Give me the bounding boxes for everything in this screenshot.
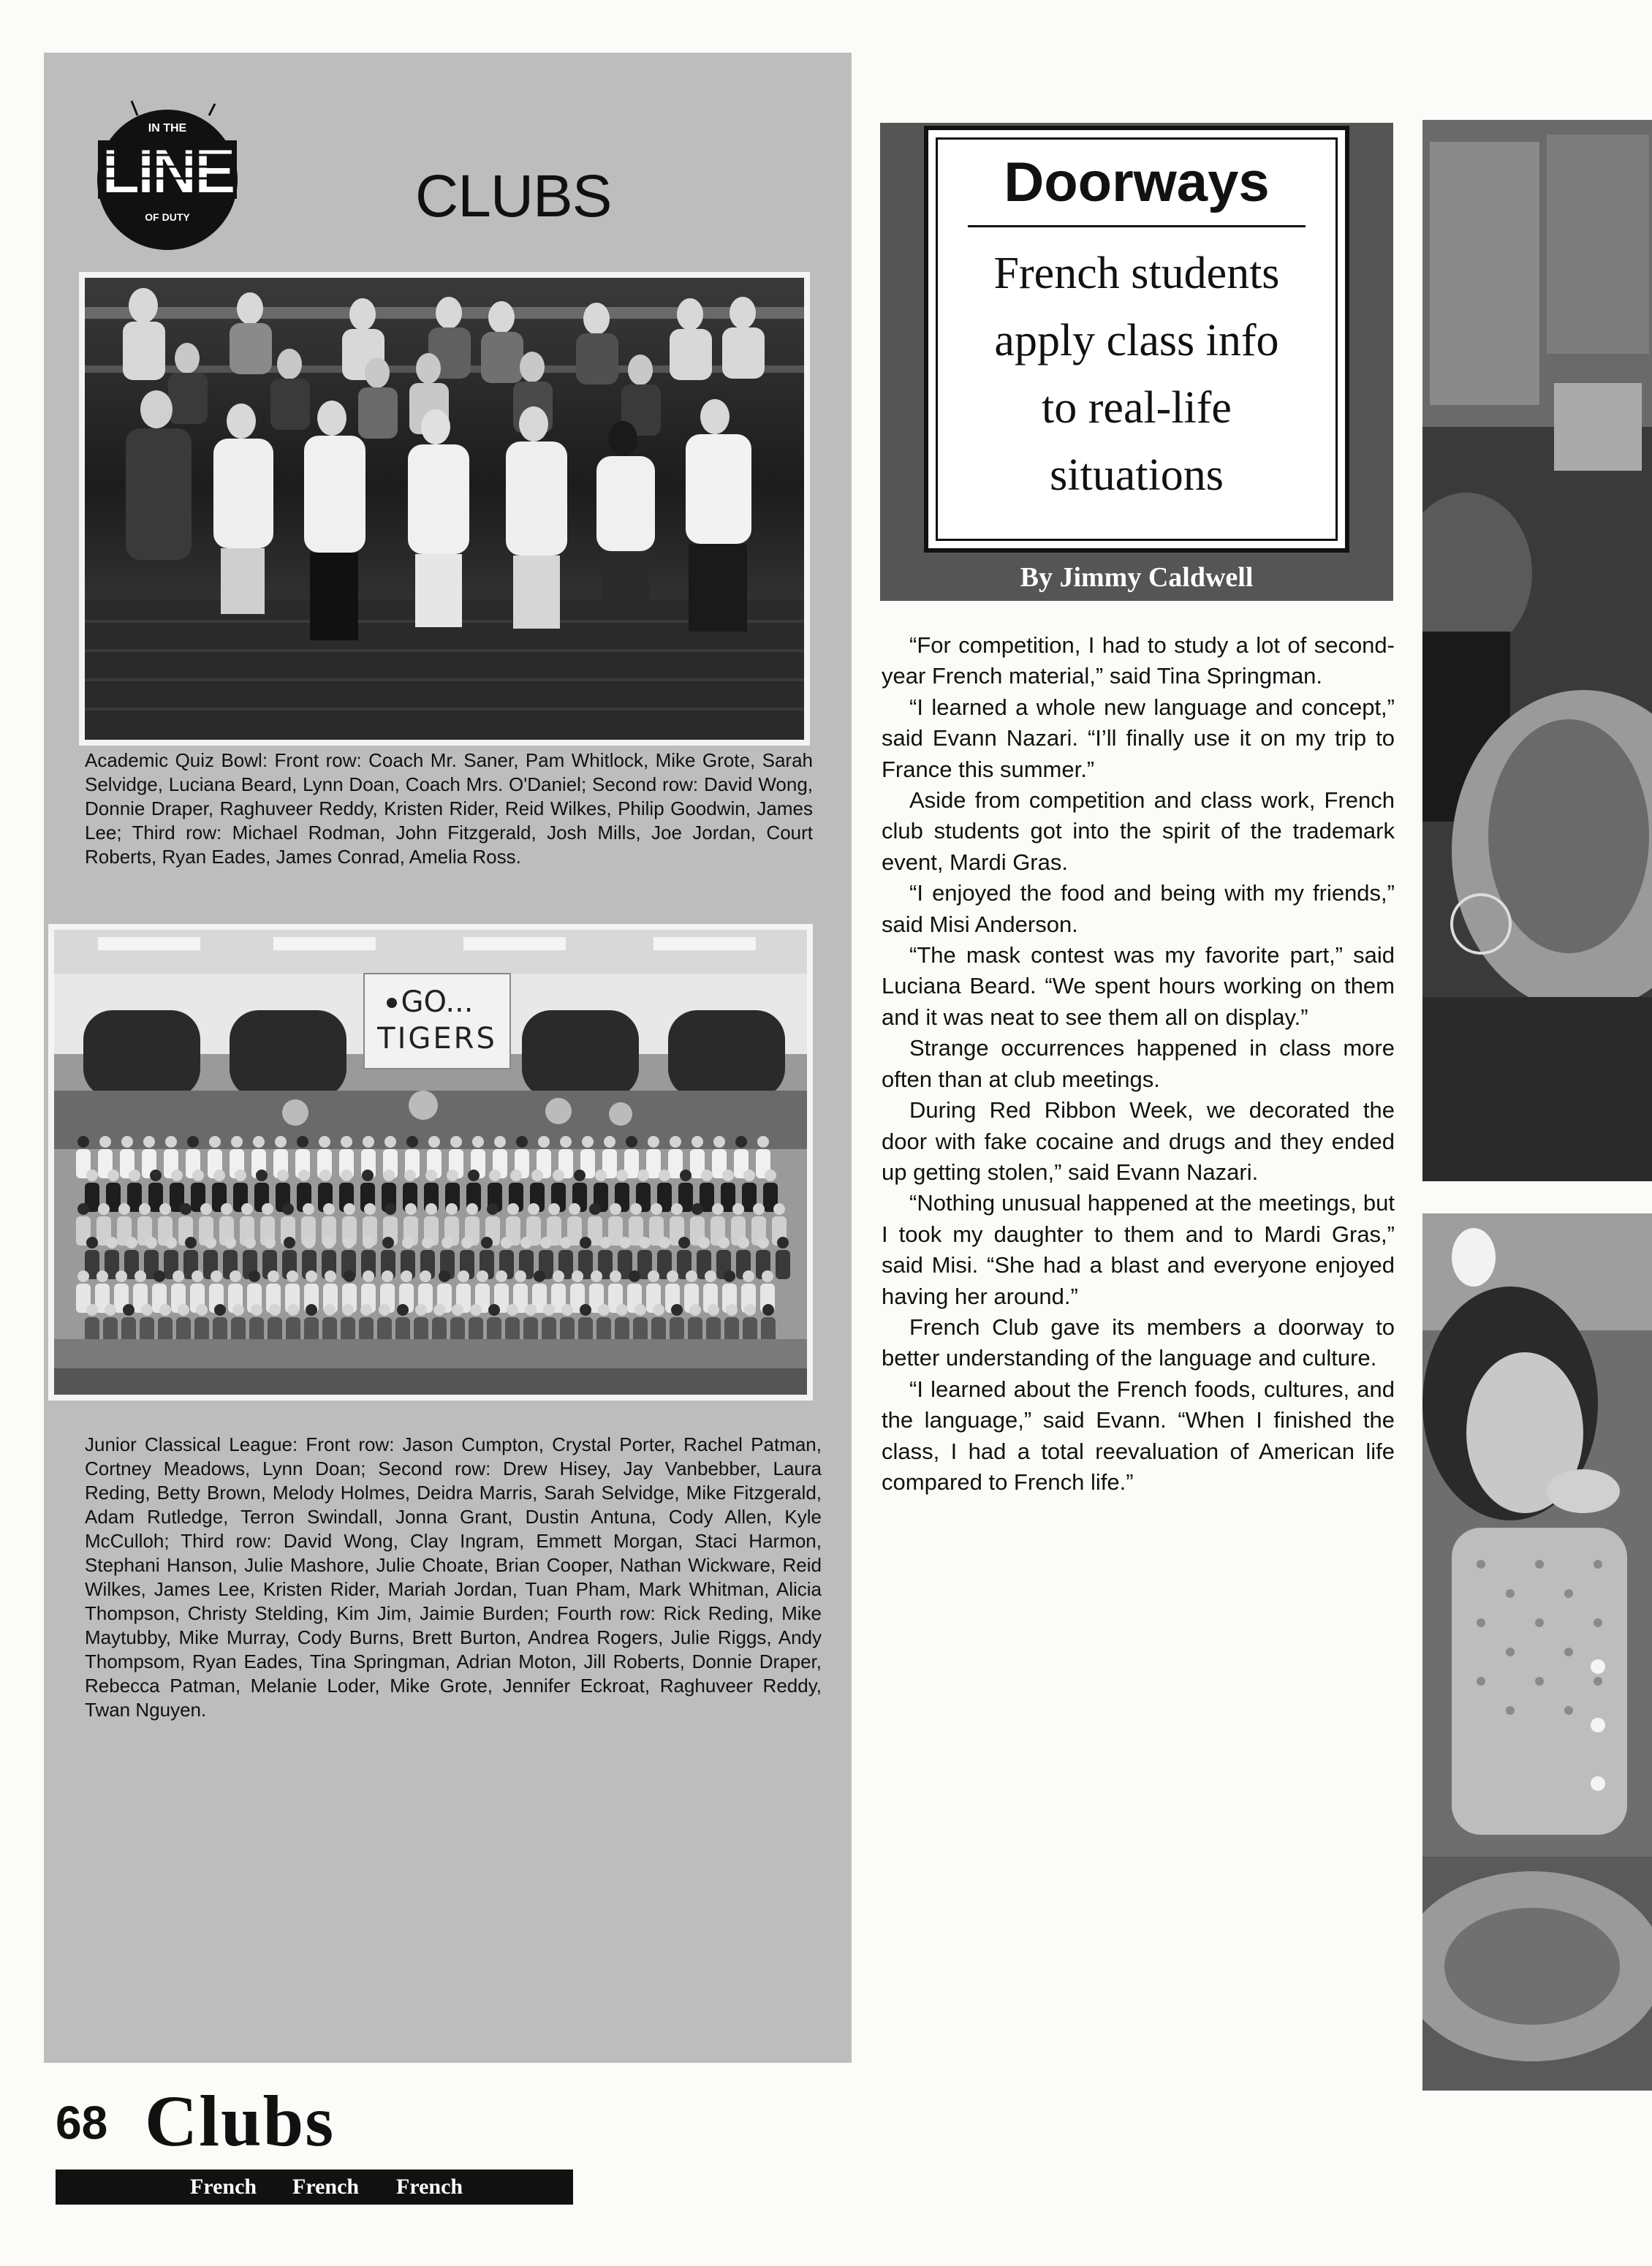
folio-tag: French: [396, 2175, 463, 2199]
story-paragraph: “I learned a whole new language and concept,” said Evann Nazari. “I’ll finally use it on my trip to France this summer.”: [882, 694, 1395, 782]
story-headline-box: [880, 123, 1393, 601]
story-body: [882, 630, 1395, 1498]
folio-section-name: Clubs: [145, 2080, 336, 2161]
in-the-line-of-duty-logo: [86, 95, 249, 257]
woman-eating-photo: [1422, 1213, 1652, 2091]
logo-top-text: IN THE: [148, 122, 187, 134]
junior-classical-league-caption: Junior Classical League: Front row: Jason Cumpton, Crystal Porter, Rachel Patman, Cortney Meadows, Lynn Doan; Second row: Drew Hisey, Jay Vanbebber, Laura Reding, Betty Brown, Melody Holmes, Deidra Marris, Sarah Selvidge, Mike Fitzgerald, Adam Rutledge, Terron Swindall, Jonna Grant, Dustin Antuna, Cody Allen, Kyle McCulloh; Third row: David Wong, Clay Ingram, Emmett Morgan, Staci Harmon, Stephani Hanson, Julie Mashore, Julie Choate, Brian Cooper, Nathan Wickware, Reid Wilkes, James Lee, Kristen Rider, Mariah Jordan, Tuan Pham, Mark Whitman, Alicia Thompson, Christy Stelding, Kim Jim, Jaimie Burden; Fourth row: Rick Reding, Mike Maytubby, Mike Murray, Cody Burns, Brett Burton, Andrea Rogers, Julie Riggs, Andy Thompsom, Ryan Eades, Tina Springman, Adrian Moton, Jill Roberts, Donnie Draper, Rebecca Patman, Melanie Loder, Mike Grote, Jennifer Eckroat, Raghuveer Reddy, Twan Nguyen.: [85, 1433, 822, 1721]
students-in-classroom-photo: [1422, 120, 1652, 1181]
story-paragraph: “The mask contest was my favorite part,” said Luciana Beard. “We spent hours working on them and it was neat to see them all on display.”: [882, 942, 1395, 1030]
byline: By Jimmy Caldwell: [1020, 562, 1254, 593]
story-paragraph: French Club gave its members a doorway to better understanding of the language and culture.: [882, 1314, 1395, 1371]
story-subtitle: [936, 240, 1338, 509]
folio-tag-bar: [56, 2170, 573, 2205]
story-paragraph: During Red Ribbon Week, we decorated the door with fake cocaine and drugs and they ended up getting stolen,” said Evann Nazari.: [882, 1097, 1395, 1185]
headline-frame: [924, 126, 1349, 553]
story-paragraph: “Nothing unusual happened at the meetings, but I took my daughter to them and to Mardi Gras,” said Misi. “She had a blast and everyone enjoyed having her around.”: [882, 1190, 1395, 1309]
subtitle-line: apply class info: [994, 316, 1279, 365]
subtitle-line: French students: [993, 249, 1280, 298]
academic-quiz-bowl-photo: [79, 272, 810, 746]
story-paragraph: “I learned about the French foods, cultures, and the language,” said Evann. “When I finished the class, I had a total reevaluation of American life compared to French life.”: [882, 1376, 1395, 1495]
folio-tag: French: [190, 2175, 257, 2199]
banner-line2: TIGERS: [377, 1022, 497, 1056]
page-number: 68: [56, 2096, 108, 2149]
folio-tag: French: [292, 2175, 360, 2199]
section-title: CLUBS: [415, 163, 612, 230]
junior-classical-league-photo: [48, 924, 813, 1401]
story-paragraph: Strange occurrences happened in class more often than at club meetings.: [882, 1035, 1395, 1092]
academic-quiz-bowl-caption: Academic Quiz Bowl: Front row: Coach Mr. Saner, Pam Whitlock, Mike Grote, Sarah Selvidge, Luciana Beard, Lynn Doan, Coach Mrs. O'Daniel; Second row: David Wong, Donnie Draper, Raghuveer Reddy, Kristen Rider, Reid Wilkes, Philip Goodwin, James Lee; Third row: Michael Rodman, John Fitzgerald, Josh Mills, Joe Jordan, Court Roberts, Ryan Eades, James Conrad, Amelia Ross.: [85, 749, 813, 868]
story-title: Doorways: [1004, 151, 1270, 213]
banner-line1: GO...: [401, 985, 474, 1019]
logo-bottom-text: OF DUTY: [145, 211, 190, 223]
subtitle-line: situations: [1050, 450, 1224, 500]
story-paragraph: “I enjoyed the food and being with my friends,” said Misi Anderson.: [882, 880, 1395, 937]
story-paragraph: Aside from competition and class work, French club students got into the spirit of the trademark event, Mardi Gras.: [882, 787, 1395, 875]
subtitle-line: to real-life: [1042, 383, 1232, 433]
logo-main-text: LINE: [102, 137, 233, 207]
story-paragraph: “For competition, I had to study a lot of second-year French material,” said Tina Springman.: [882, 632, 1395, 689]
